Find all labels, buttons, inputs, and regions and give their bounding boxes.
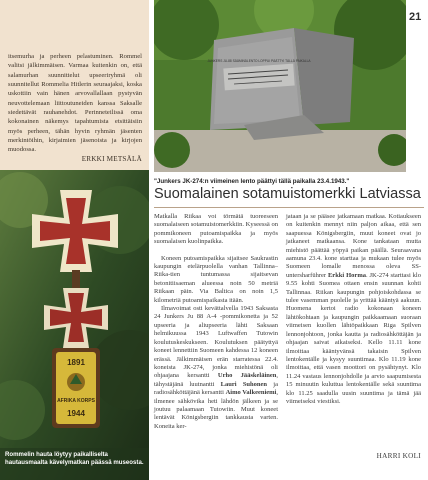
plaque-text: AFRIKA KORPS [57, 398, 95, 404]
article-paragraph-1: Koneen putoamispaikka sijaitsee Saukrastin kaupungin etelärpuolella vanhan Tallinna–Riika-tien tuntumassa sijaitsevan betonitiisaeman alueessa noin 50 metriä Riikaan päin. Via Baltica on noin 1,5 kilometriä putoamispaikasta itään. [154, 254, 278, 304]
page-number: 21 [409, 11, 422, 23]
plaque-year-bottom: 1944 [67, 409, 85, 418]
article-column-right [286, 213, 421, 406]
article-signature: HARRI KOLI [376, 452, 421, 460]
rommel-grave-photo [0, 170, 149, 480]
memorial-inscription: JUNKERS JU-88 SÄÄMINÄLENTO LOPPUI PÄÄTTYI TÄLLÄ PAIKALLA [207, 59, 311, 63]
article-headline: Suomalainen sotamuistomerkki Latviassa [154, 186, 421, 202]
article-paragraph-3: jataan ja se pääsee jatkamaan matkaa. Kotiaukseen on kuitenkin mennyt niin paljon aikaa, että sen saapuessa Königsbergiin, muut koneet ovat jo jatkaneet matkaansa. Kone tankataan mutta miehistö päättää yöpyä paikan päällä. Seuraavana aamuna 23.4. kone starttaa ja mukaan tulee myös Suomeen lomalle menossa oleva SS-untersharführer Erkki Horma. JK-274 starttasi klo 9.55 kohti Suomea ottaen ensin suunnan kohti Tallinnaa. Riikan kaupungin pohjoiskohdassa se tulee vasemman puolelle ja yrittää kääntyä aakuun. Huomena kertoi radio kokonaan koneen lähtökohtaan ja kaupungin paikkaamaan suoraan viimeisen kuollen lähtöpaikkaan Riga Spilven lennonjohtoon, jonka kautta ja radiosähköttäjän ja ohjaajan saivat aikaiseksi. Kello 11.11 kone ilmoittaa kääntyvänsä takaisin Spilven lentokentälle ja kysyy suuntimaa. Klo 11.19 kone ilmoittaa, että vasen moottori on pysähtynyt. Klo 11.24 vastaus lennonjohdolle ja arvio saapumisesta 15 minuutin kuluttua lentokentälle sekä suuntima klo 11.25 saadulla uusin suuntima ja tämä jää viimeiseksi viestiksi. [286, 213, 421, 405]
memorial-stone-photo [154, 0, 406, 172]
article-lead: Matkalla Riikaa voi törmätä tuoreeseen suomalaiseen sotamuistomerkkiin. Kyseessä on pommikoneen putoamispaikka ja myös suomalaisen kuolinpaikka. [154, 213, 278, 246]
memorial-photo-caption: "Junkers JK-274:n viimeinen lento päättyi tällä paikalla 23.4.1943." [154, 178, 350, 185]
left-column-text: itsemurha ja perheen pelastuminen. Rommel valitsi jälkimmäisen. Varmaa kuitenkin on, että salamurhan suunnittelut upseeriryhmä oli suunnitellut Rommelia Hitlerin seuraajaksi, koska uskottiin vain hänen arvovallallaan pystyvän neuvottelemaan liittoutuneiden kanssa Saksalle siedettävät rauhanehdot. Perinneteilissä oma kokonainen näkemys tapahtumista etsittäisiin myös perheen, tähän hyvin ryhmän jäsenten merkintöihin, kirjaimien jäsenoista ja kirjojen muodossa. [8, 53, 142, 154]
plaque-year-top: 1891 [67, 358, 85, 367]
headline-rule [154, 207, 424, 208]
article-paragraph-2: Ilmavoimat osti kevättalvella 1943 Saksasta 24 Junkers Ju 88 A-4 -pommikonetta ja 52 upseeria ja aliupseeria lähti Saksaan helmikuussa 1943 Luftwaffen Tutowin koulutuskeskukseen. Koulutuksen päätyttyä koneet lennettiin Suomeen kahdessa 12 koneen erässä. Jälkimmäisen erän starratessa 22.4. koneista JK-274, jonka miehistönä oli ohjaajana kersantti Urho Jääskeläinen, tähystäjänä luutnantti Lauri Suhonen ja radiosähköttäjänä kersantti Aimo Valkeeniemi, ilmenee sähkövika heti lähdön jälkeen ja se joutuu palaamaan Tutowiin. Muut koneet lentävät Königsbergiin tankkausta varten. Koneita ker- [154, 305, 278, 430]
left-photo-caption: Rommelin hauta löytyy paikalliselta hautausmaalta kävelymatkan päässä museosta. [0, 448, 149, 480]
article-column-left [154, 213, 278, 431]
left-column-signature: ERKKI METSÄLÄ [81, 155, 142, 163]
